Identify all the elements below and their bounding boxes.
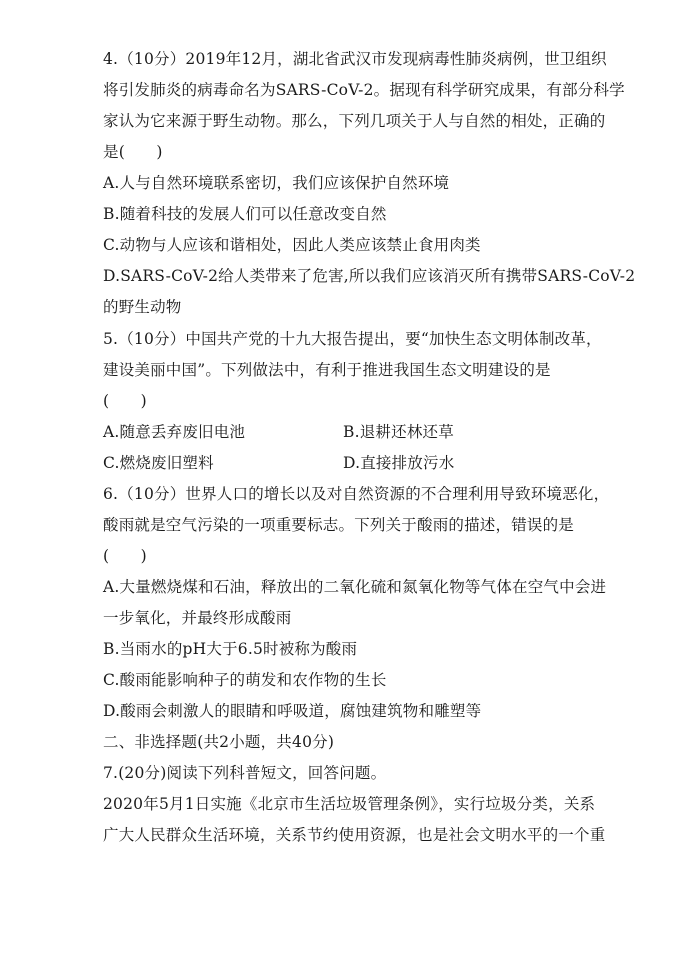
- q7-line-3: 广大人民群众生活环境，关系节约使用资源，也是社会文明水平的一个重: [103, 826, 606, 844]
- q7-line-1: 7.(20分)阅读下列科普短文，回答问题。: [103, 764, 387, 782]
- q6-option-b: B.当雨水的pH大于6.5时被称为酸雨: [103, 640, 358, 658]
- q7-line-2: 2020年5月1日实施《北京市生活垃圾管理条例》，实行垃圾分类，关系: [103, 795, 596, 813]
- q6-option-a-line-1: A.大量燃烧煤和石油，释放出的二氧化硫和氮氧化物等气体在空气中会进: [103, 578, 607, 596]
- q4-line-3: 家认为它来源于野生动物。那么，下列几项关于人与自然的相处，正确的: [103, 112, 606, 130]
- q5-line-1: 5.（10分）中国共产党的十九大报告提出，要“加快生态文明体制改革，: [103, 330, 602, 348]
- q5-options-row-1: [103, 422, 454, 442]
- q6-option-c: C.酸雨能影响种子的萌发和农作物的生长: [103, 671, 387, 689]
- q4-option-b: B.随着科技的发展人们可以任意改变自然: [103, 205, 387, 223]
- q4-option-d-line-1: D.SARS-CoV-2给人类带来了危害,所以我们应该消灭所有携带SARS-CoV-2: [103, 267, 636, 285]
- q6-line-3: ( ): [103, 547, 147, 565]
- q6-option-d: D.酸雨会刺激人的眼睛和呼吸道，腐蚀建筑物和雕塑等: [103, 702, 482, 720]
- q5-option-a: A.随意丢弃废旧电池: [103, 423, 246, 441]
- q5-options-row-2: [103, 453, 455, 473]
- q5-option-d: D.直接排放污水: [343, 454, 455, 472]
- q6-option-a-line-2: 一步氧化，并最终形成酸雨: [103, 609, 292, 627]
- q5-line-2: 建设美丽中国”。下列做法中，有利于推进我国生态文明建设的是: [103, 361, 551, 379]
- q5-option-c: C.燃烧废旧塑料: [103, 454, 214, 472]
- q5-line-3: ( ): [103, 392, 147, 410]
- q4-option-a: A.人与自然环境联系密切，我们应该保护自然环境: [103, 174, 450, 192]
- q4-line-2: 将引发肺炎的病毒命名为SARS-CoV-2。据现有科学研究成果，有部分科学: [103, 81, 625, 99]
- section-2-heading: 二、非选择题(共2小题，共40分): [103, 733, 335, 751]
- q6-line-1: 6.（10分）世界人口的增长以及对自然资源的不合理利用导致环境恶化，: [103, 485, 610, 503]
- q4-line-4: 是( ): [103, 143, 163, 161]
- q5-option-b: B.退耕还林还草: [343, 423, 454, 441]
- q4-option-c: C.动物与人应该和谐相处，因此人类应该禁止食用肉类: [103, 236, 481, 254]
- q4-option-d-line-2: 的野生动物: [103, 298, 182, 316]
- q4-line-1: 4.（10分）2019年12月，湖北省武汉市发现病毒性肺炎病例，世卫组织: [103, 50, 607, 68]
- q6-line-2: 酸雨就是空气污染的一项重要标志。下列关于酸雨的描述，错误的是: [103, 516, 575, 534]
